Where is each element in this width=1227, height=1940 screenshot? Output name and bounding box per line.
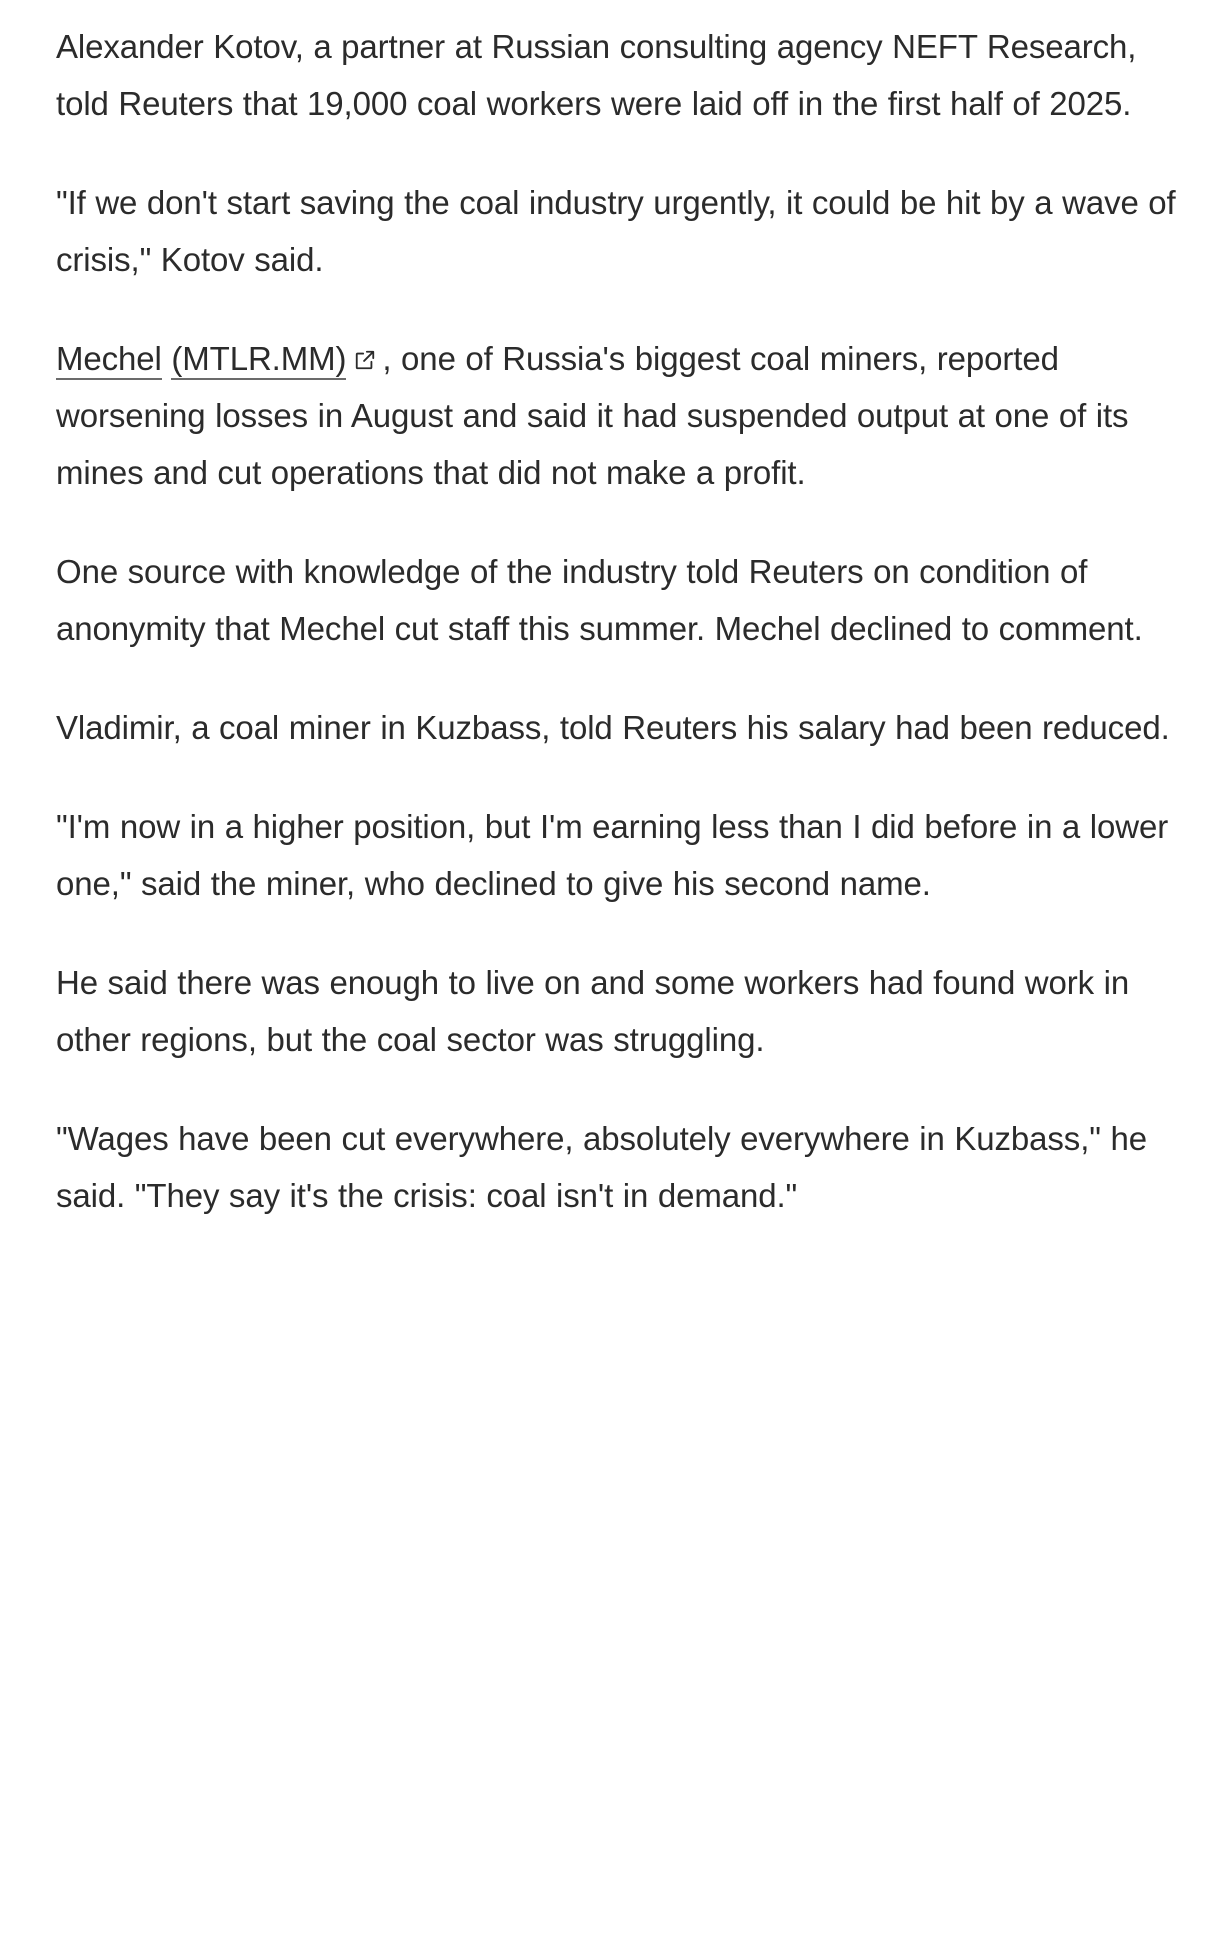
paragraph: Alexander Kotov, a partner at Russian consulting agency NEFT Research, told Reuters that 19,000 coal workers were laid off in the first half of 2025. bbox=[56, 28, 1137, 122]
external-link-icon[interactable] bbox=[354, 349, 376, 371]
paragraph: He said there was enough to live on and some workers had found work in other regions, but the coal sector was struggling. bbox=[56, 964, 1130, 1058]
paragraph-with-ticker-link bbox=[56, 330, 1185, 501]
mechel-ticker-link[interactable]: (MTLR.MM) bbox=[171, 340, 346, 380]
mechel-company-link[interactable]: Mechel bbox=[56, 340, 162, 380]
paragraph: Vladimir, a coal miner in Kuzbass, told Reuters his salary had been reduced. bbox=[56, 709, 1170, 746]
paragraph: "Wages have been cut everywhere, absolutely everywhere in Kuzbass," he said. "They say it's the crisis: coal isn't in demand." bbox=[56, 1120, 1147, 1214]
paragraph: "I'm now in a higher position, but I'm earning less than I did before in a lower one," said the miner, who declined to give his second name. bbox=[56, 808, 1169, 902]
paragraph: One source with knowledge of the industry told Reuters on condition of anonymity that Mechel cut staff this summer. Mechel declined to comment. bbox=[56, 553, 1143, 647]
paragraph: "If we don't start saving the coal industry urgently, it could be hit by a wave of crisis," Kotov said. bbox=[56, 184, 1176, 278]
paragraph-text-remainder: , one of Russia's biggest coal miners, reported worsening losses in August and said it had suspended output at one of its mines and cut operations that did not make a profit. bbox=[56, 340, 1129, 491]
